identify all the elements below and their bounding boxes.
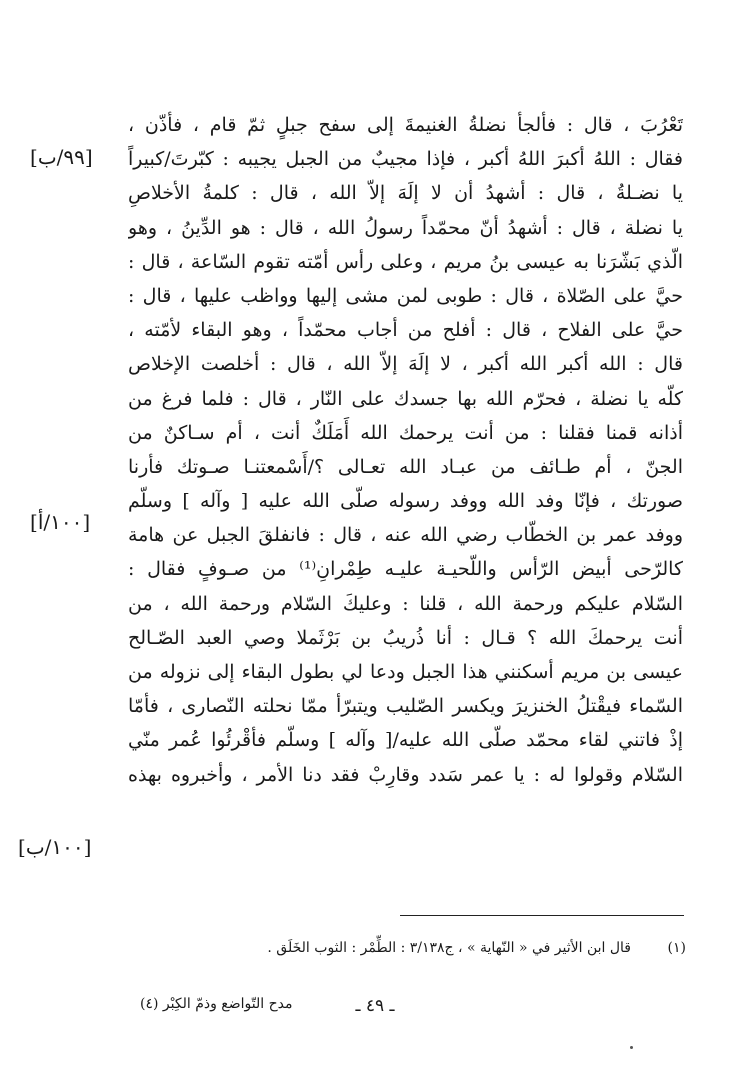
text-line: السّلام وقولوا له : يا عمر سَدد وقارِبْ فقد دنا الأمر ، وأخبروه بهذه — [128, 763, 683, 786]
footnote — [66, 940, 686, 956]
text-line: كالرّحى أبيض الرّأس واللّحيـة عليـه طِمْرانِ⁽¹⁾ من صـوفٍ فقال : — [128, 558, 683, 581]
text-line: إذْ فاتني لقاء محمّد صلّى الله عليه/[ وآله ] وسلّم فأقْرئُوا عُمر منّي — [128, 729, 683, 752]
margin-folio-marker: [٩٩/ب] — [30, 145, 93, 169]
text-line: ووفد عمر بن الخطّاب رضي الله عنه ، قال : فانفلقَ الجبل عن هامة — [128, 524, 683, 547]
main-text-block — [128, 108, 683, 792]
running-footer-title: مدح التّواضع وذمّ الكِبْر (٤) — [140, 996, 293, 1012]
margin-folio-marker: [١٠٠/أ] — [30, 510, 91, 534]
text-line: فقال : اللهُ أكبرَ اللهُ أكبر ، فإذا مجيبٌ من الجبل يجيبه : كبّرتَ/كبيراً — [128, 148, 683, 171]
text-line: الّذي بَشّرَنا به عيسى بنُ مريم ، وعلى رأس أمّته تقوم السّاعة ، قال : — [128, 250, 683, 273]
scan-speck — [630, 1046, 633, 1049]
text-line: يا نضلة ، قال : أشهدُ أنّ محمّداً رسولُ الله ، قال : هو الدِّينُ ، وهو — [128, 216, 683, 239]
text-line: أذانه قمنا فقلنا : من أنت يرحمك الله أَمَلَكٌ أنت ، أم سـاكنٌ من — [128, 421, 683, 444]
page-number: ـ ٤٩ ـ — [355, 996, 395, 1016]
text-line: حيَّ على الفلاح ، قال : أفلح من أجاب محمّداً ، وهو البقاء لأمّته ، — [128, 319, 683, 342]
text-line: أنت يرحمكَ الله ؟ قـال : أنا ذُريبُ بن بَرْثَملا وصي العبد الصّـالح — [128, 626, 683, 649]
margin-folio-marker: [١٠٠/ب] — [18, 835, 92, 859]
footnote-divider — [400, 915, 684, 916]
text-line: قال : الله أكبر الله أكبر ، لا إلَهَ إلاّ الله ، قال : أخلصت الإخلاص — [128, 353, 683, 376]
text-line: حيَّ على الصّلاة ، قال : طوبى لمن مشى إليها وواظب عليها ، قال : — [128, 284, 683, 307]
text-line: السّماء فيقْتلُ الخنزيرَ ويكسر الصّليب ويتبرّأ ممّا نحلته النّصارى ، فأمّا — [128, 695, 683, 718]
footnote-text: قال ابن الأثير في « النّهاية » ، ج٣/١٣٨ : الطِّمْر : الثوب الخَلَق . — [267, 940, 631, 956]
text-line: تَعْرُبَ ، قال : فألجأ نضلةُ الغنيمةَ إلى سفح جبلٍ ثمّ قام ، فأذّن ، — [128, 114, 683, 136]
text-line: كلّه يا نضلة ، فحرّم الله بها جسدك على النّار ، قال : فلما فرغ من — [128, 387, 683, 410]
text-line: السّلام عليكم ورحمة الله ، قلنا : وعليكَ السّلام ورحمة الله ، من — [128, 592, 683, 615]
text-line: صورتك ، فإنّا وفد الله ووفد رسوله صلّى الله عليه [ وآله ] وسلّم — [128, 490, 683, 513]
text-line: الجنّ ، أم طـائف من عبـاد الله تعـالى ؟/أَسْمعتنـا صـوتك فأرنا — [128, 455, 683, 478]
text-line: عيسى بن مريم أسكنني هذا الجبل ودعا لي بطول البقاء إلى نزوله من — [128, 661, 683, 683]
text-line: يا نضـلةُ ، قال : أشهدُ أن لا إلَهَ إلاّ الله ، قال : كلمةُ الأخلاصِ — [128, 182, 683, 205]
footnote-number: (١) — [667, 940, 686, 956]
